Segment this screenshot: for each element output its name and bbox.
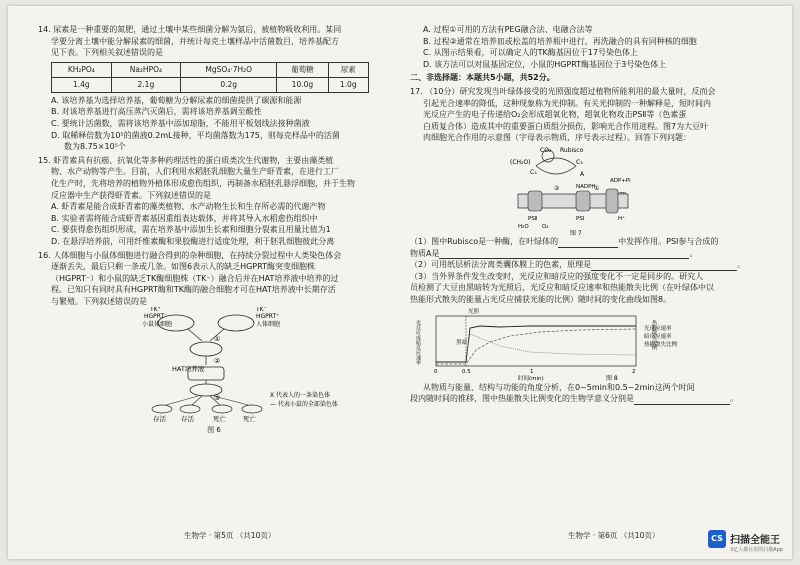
legend-light-rate: 光反应速率 <box>644 325 672 332</box>
rate-chart <box>410 306 768 382</box>
outcome-die: 死亡 <box>213 415 226 424</box>
x-tick: 0.5 <box>462 368 471 375</box>
calvin-cycle-loop <box>536 158 576 174</box>
step-2-label: ② <box>214 357 221 366</box>
mouse-cell-label: 小鼠体细胞 <box>142 321 173 329</box>
hat-medium-label: HAT培养液 <box>172 365 205 374</box>
q15-line-1: 15. 虾青素具有抗癌、抗氧化等多种药理活性的蛋白质类次生代谢物，主要由藻类植 <box>38 155 334 165</box>
human-cell-label: 人体细胞 <box>256 321 281 329</box>
legend-heat-loss: 热能散失比例 <box>644 341 678 348</box>
section-heading: 二、非选择题：本题共5小题，共52分。 <box>410 73 555 83</box>
phase-light-label: 光照 <box>468 308 480 315</box>
q17-sub2-text: 。 <box>737 260 746 270</box>
ch2o-label: (CH₂O) <box>510 158 531 166</box>
q17-sub1-line-1 <box>410 236 768 248</box>
medium-recipe-table <box>51 62 369 93</box>
co2-label: CO₂ <box>540 146 552 154</box>
c3-label: C₃ <box>576 158 583 166</box>
q17-sub3-line-2: 员检测了大豆由黑暗转为光照后，光反应和暗反应速率和热能散失比例（在叶绿体中以 <box>410 283 714 293</box>
process-1-label: ① <box>594 184 600 192</box>
q17-line-5: 肉细胞光合作用的示意图（字母表示物质，序号表示过程）。回答下列问题： <box>423 133 691 143</box>
offspring-cell <box>152 405 172 413</box>
x-tick: 2 <box>632 368 636 375</box>
q16-option-d: D. 该方法可以对鼠基因定位，小鼠的HGPRT酶基因位于3号染色体上 <box>423 59 667 69</box>
q17-sub1-text: （1）图中Rubisco是一种酶，在叶绿体的 <box>410 236 559 246</box>
table-cell: Na₂HPO₄ <box>111 62 181 77</box>
mouse-hgprt-label: HGPRT⁻ <box>144 313 168 321</box>
q14-line-2: 学要分离土壤中能分解尿素的细菌，并统计每克土壤样品中活菌数目，培养基配方 <box>51 36 339 46</box>
q17-line-1: 17. （10分）研究发现当叶绿体接受的光照强度超过植物所能利用的最大量时，反而会 <box>410 86 716 96</box>
q15-option-a: A. 虾青素是能合成虾青素的藻类植物、水产动物生长和生存所必需的代谢产物 <box>51 202 326 212</box>
fusion-arrow <box>188 329 202 341</box>
offspring-cell <box>242 405 262 413</box>
h2o-label: H₂O <box>518 223 529 230</box>
question-17 <box>410 86 768 405</box>
figure-6-caption: 图 6 <box>207 426 221 435</box>
legend-mouse-chromosomes: — 代表小鼠的全部染色体 <box>270 401 338 409</box>
human-cell-shape <box>218 315 254 331</box>
q17-sub2-line <box>410 259 768 271</box>
step-1-label: ① <box>214 335 221 344</box>
table-cell: KH₂PO₄ <box>52 62 112 77</box>
outcome-survive: 存活 <box>153 415 166 424</box>
q16-option-b: B. 过程②通常在培养皿或松盖的培养瓶中进行，再洗融合的具有同种核的细胞 <box>423 36 697 46</box>
right-page-footer: 生物学 · 第6页 （共10页） <box>568 531 660 540</box>
q17-tail-line-1: 从物质与能量、结构与功能的角度分析，在0~5min和0.5~2min这两个时间 <box>423 382 695 392</box>
q17-sub1-text: 中发挥作用。PSⅠ参与合成的 <box>618 236 719 246</box>
psii-complex <box>528 191 542 211</box>
figure-8 <box>410 306 768 382</box>
phase-dark-label: 黑暗 <box>456 339 468 346</box>
q14-line-3: 见下表。下列相关叙述错误的是 <box>51 48 163 58</box>
atp-synthase <box>606 189 618 213</box>
table-header-row <box>52 62 369 77</box>
answer-blank[interactable] <box>558 239 618 248</box>
legend-human-chromosome: X 代表人的一条染色体 <box>270 392 331 400</box>
q17-sub1-text: 。 <box>689 248 698 258</box>
right-page <box>410 24 768 405</box>
table-cell: 0.2g <box>181 77 277 92</box>
q15-line-3: 化生产时，先将培养的植物外植体形成愈伤组织，再制备水稻胚乳悬浮细胞，并于生物 <box>51 178 355 188</box>
watermark-app-name: 扫描全能王 <box>730 535 780 546</box>
a-label: A <box>580 170 585 178</box>
q14-option-c: C. 要统计活菌数，需将该培养基中添加琼脂，不能用平板划线法接种菌液 <box>51 118 310 128</box>
q15-option-d: D. 在悬浮培养前，可用纤维素酶和果胶酶进行适度处理，利于胚乳细胞彼此分离 <box>51 236 335 246</box>
outcome-die: 死亡 <box>243 415 256 424</box>
psi-complex <box>576 191 590 211</box>
adp-pi-label: ADP+Pi <box>610 177 631 184</box>
process-2-label: ② <box>554 184 560 192</box>
photosynthesis-diagram <box>410 144 768 236</box>
table-cell: 10.0g <box>277 77 328 92</box>
table-cell: MgSO₄·7H₂O <box>181 62 277 77</box>
q14-option-d-cont: 数为8.75×10⁵个 <box>64 142 126 152</box>
scanner-watermark <box>708 528 794 558</box>
camscanner-logo-icon: CS <box>708 530 726 548</box>
q16-line-3: （HGPRT⁻）和小鼠的缺乏TK酶细胞株（TK⁻）融合后并在HAT培养液中培养的过 <box>51 273 339 283</box>
c5-label: C₅ <box>530 168 537 176</box>
q15-option-b: B. 实验者需将能合成虾青素基因重组表达载体，并将其导入水稻愈伤组织中 <box>51 213 318 223</box>
q14-option-d: D. 取稀释倍数为10⁵的菌液0.2mL接种，平均菌落数为175，则每克样品中的活菌 <box>51 130 340 140</box>
answer-blank[interactable] <box>439 250 689 259</box>
q16-option-a: A. 过程①可用的方法有PEG融合法、电融合法等 <box>423 25 593 34</box>
rubisco-label: Rubisco <box>560 146 584 154</box>
q14-option-b: B. 对该培养基进行高压蒸汽灭菌后，需将该培养基调至酸性 <box>51 107 262 117</box>
psi-label: PSⅠ <box>576 215 585 222</box>
figure-7 <box>410 144 768 236</box>
step-3-label: ③ <box>214 394 221 403</box>
heat-loss-curve <box>466 334 636 358</box>
o2-label: O₂ <box>542 223 549 230</box>
left-page <box>38 24 390 437</box>
fused-cell-shape <box>190 342 222 356</box>
mouse-tk-label: TK⁺ <box>150 307 161 314</box>
answer-blank[interactable] <box>634 396 730 405</box>
q17-line-3: 光反应产生的电子传递给O₂会形成超氧化物，超氧化物攻击PSⅡ等（色素蛋 <box>423 110 687 120</box>
h-plus-label: H⁺ <box>618 215 626 222</box>
q14-option-a: A. 该培养基为选择培养基，葡萄糖为分解尿素的细菌提供了碳源和能源 <box>51 95 302 105</box>
legend-dark-rate: 暗反应速率 <box>644 333 672 340</box>
table-cell: 2.1g <box>111 77 181 92</box>
outcome-survive: 存活 <box>181 415 194 424</box>
cell-fusion-diagram <box>38 307 390 425</box>
q17-tail-text: 。 <box>730 394 738 404</box>
q16-line-4: 程。已知只有同时具有HGPRT酶和TK酶的融合细胞才可在HAT培养液中长期存活 <box>51 285 336 295</box>
q15-option-c: C. 要获得愈伤组织形成，需在培养基中添加生长素和细胞分裂素且用量比值为1 <box>51 225 331 235</box>
q16-line-2: 逐渐丢失，最后只剩一条或几条。如图6表示人的缺乏HGPRT酶突变细胞株 <box>51 262 315 272</box>
human-hgprt-label: HGPRT⁺ <box>256 313 280 321</box>
q17-tail-line-2 <box>410 393 768 405</box>
q15-line-4: 反应器中生产获得虾青素。下列叙述错误的是 <box>51 190 211 200</box>
q16-line-1: 16. 人体细胞与小鼠体细胞进行融合得到的杂种细胞，在持续分裂过程中人类染色体会 <box>38 250 342 260</box>
answer-blank[interactable] <box>591 262 737 271</box>
left-axis-label: 光反应或暗反应速率 <box>415 319 421 365</box>
table-cell: 尿素 <box>328 62 368 77</box>
x-tick: 0 <box>434 368 438 375</box>
question-16 <box>38 250 390 438</box>
figure-7-caption: 图 7 <box>570 229 582 236</box>
x-tick: 1 <box>530 368 534 375</box>
question-15 <box>38 155 390 248</box>
x-axis-label: 时间(min) <box>518 375 544 382</box>
table-cell: 1.4g <box>52 77 112 92</box>
q17-sub1-line-2 <box>410 248 768 260</box>
table-cell: 1.0g <box>328 77 368 92</box>
psii-label: PSⅡ <box>528 215 538 222</box>
left-page-footer: 生物学 · 第5页 （共10页） <box>184 531 276 540</box>
figure-6 <box>38 307 390 425</box>
q17-line-2: 引起光合速率的降低，这种现象称为光抑制。有关光抑制的一种解释是，短时间内 <box>423 98 711 108</box>
q17-sub3-line-3: 热能形式散失的能量占光反应捕获光能的比例）随时间的变化曲线如图8。 <box>410 294 672 304</box>
q16-option-c: C. 从图示结果看，可以确定人的TK酶基因位于17号染色体上 <box>423 48 638 58</box>
exam-sheet <box>8 6 792 559</box>
q16-line-5: 与繁殖。下列叙述错误的是 <box>51 296 147 306</box>
nadph-label: NADPH <box>576 183 596 190</box>
watermark-tagline: 3亿人都在用的扫描App <box>730 547 783 553</box>
q15-line-2: 物、水产动物等产生。目前，人们利用水稻胚乳细胞大量生产虾青素，在进行工厂 <box>51 167 339 177</box>
human-tk-label: TK⁻ <box>256 307 267 314</box>
question-14 <box>38 24 390 153</box>
q17-tail-text: 段内随时间的推移，图中热能散失比例变化的生物学意义分别是 <box>410 394 634 404</box>
table-row <box>52 77 369 92</box>
q14-line-1: 14. 尿素是一种重要的氮肥，通过土壤中某些细菌分解为氨后，被植物吸收利用。某同 <box>38 25 342 34</box>
q17-sub1-text: 物质A是 <box>410 248 440 258</box>
q17-sub2-text: （2）可用纸层析法分离类囊体膜上的色素，原理是 <box>410 260 592 270</box>
q17-sub3-line-1: （3）当外界条件发生改变时，光反应和暗反应的强度变化不一定是同步的。研究人 <box>410 271 704 281</box>
q17-line-4: 白质复合体）造成其中的重要蛋白质组分损伤，影响光合作用进程。图7为大豆叶 <box>423 121 709 131</box>
table-cell: 葡萄糖 <box>277 62 328 77</box>
offspring-cell <box>180 405 200 413</box>
figure-8-caption: 图 8 <box>606 374 618 382</box>
offspring-cell <box>212 405 232 413</box>
right-axis-label: 热能散失比例 <box>651 319 657 350</box>
